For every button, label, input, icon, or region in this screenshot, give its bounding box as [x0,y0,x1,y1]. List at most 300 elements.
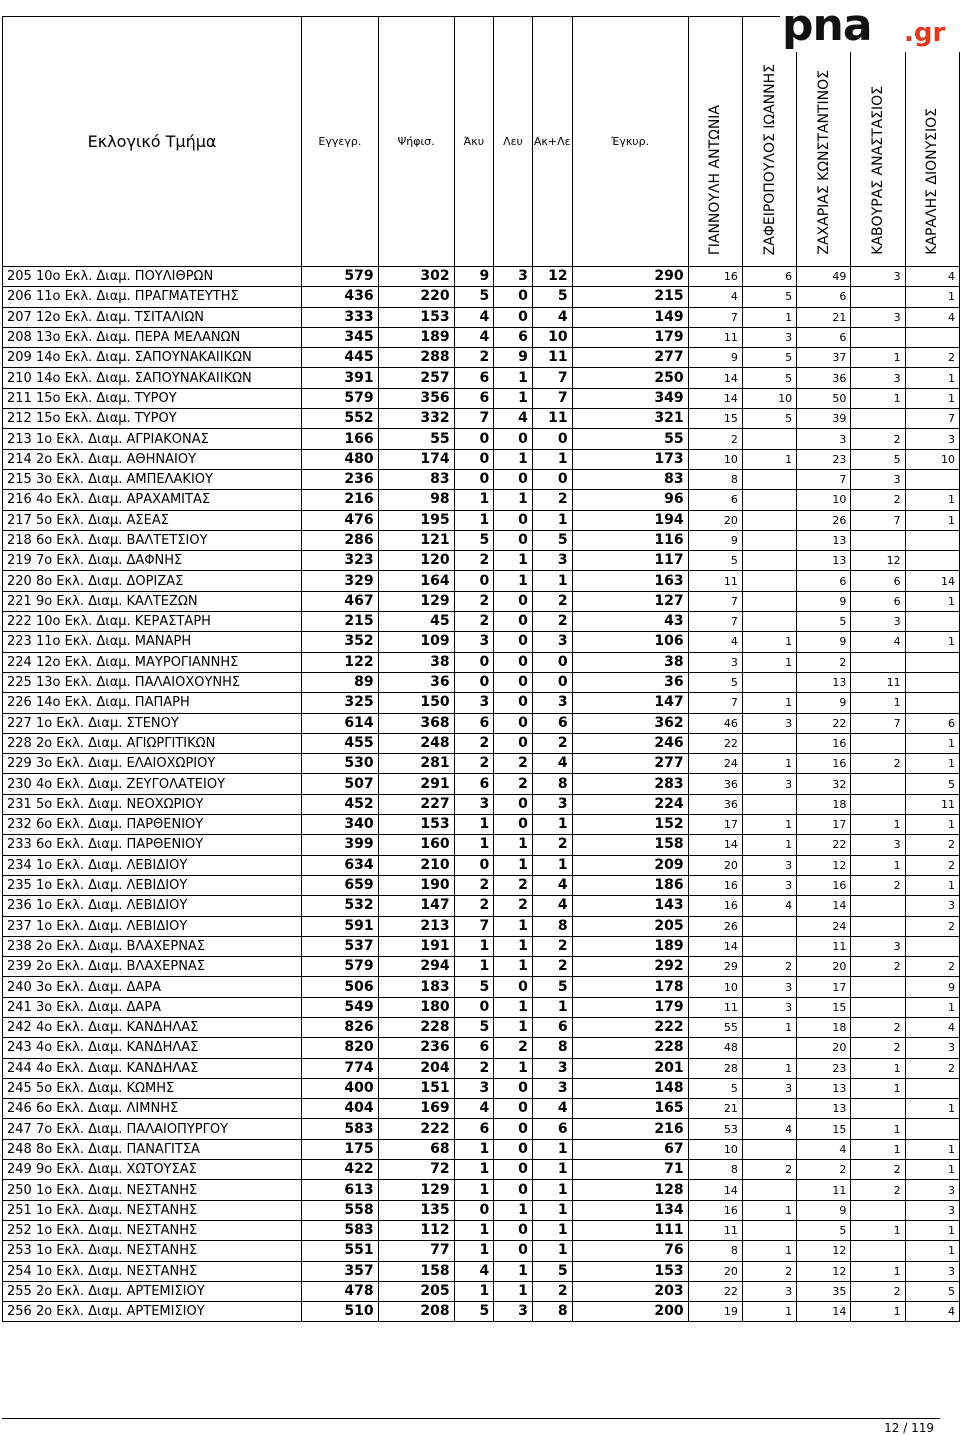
stat-cell: 0 [494,1160,533,1180]
header-candidate-5 [905,17,959,267]
candidate-votes-cell: 18 [797,1017,851,1037]
stat-cell: 583 [302,1220,378,1240]
candidate-votes-cell: 1 [905,815,959,835]
table-row [3,815,960,835]
stat-cell: 1 [494,997,533,1017]
stat-cell: 1 [494,551,533,571]
candidate-votes-cell: 3 [742,997,796,1017]
candidate-votes-cell [851,327,905,347]
table-row [3,469,960,489]
stat-cell: 0 [454,672,494,692]
candidate-votes-cell: 24 [797,916,851,936]
stat-cell: 153 [378,307,454,327]
candidate-votes-cell: 53 [688,1119,742,1139]
stat-cell: 0 [454,449,494,469]
candidate-votes-cell [851,916,905,936]
stat-cell: 0 [532,672,572,692]
header-blank: Λευ [494,17,533,267]
candidate-votes-cell: 1 [905,591,959,611]
stat-cell: 175 [302,1139,378,1159]
candidate-votes-cell [851,652,905,672]
stat-cell: 2 [532,957,572,977]
candidate-votes-cell: 4 [905,307,959,327]
candidate-votes-cell [742,571,796,591]
stat-cell: 12 [532,267,572,287]
stat-cell: 55 [572,429,688,449]
candidate-votes-cell: 7 [905,409,959,429]
stat-cell: 67 [572,1139,688,1159]
precinct-name-cell: 247 7ο Εκλ. Διαμ. ΠΑΛΑΙΟΠΥΡΓΟΥ [3,1119,302,1139]
candidate-votes-cell: 7 [688,612,742,632]
candidate-votes-cell: 3 [851,936,905,956]
candidate-votes-cell [905,469,959,489]
candidate-votes-cell [742,469,796,489]
stat-cell: 189 [378,327,454,347]
candidate-votes-cell: 13 [797,530,851,550]
candidate-votes-cell: 3 [905,1180,959,1200]
stat-cell: 2 [454,733,494,753]
stat-cell: 583 [302,1119,378,1139]
candidate-votes-cell: 3 [742,855,796,875]
candidate-votes-cell: 1 [851,1220,905,1240]
stat-cell: 147 [378,896,454,916]
stat-cell: 8 [532,916,572,936]
stat-cell: 1 [494,1261,533,1281]
header-candidate-4 [851,17,905,267]
candidate-votes-cell: 3 [742,774,796,794]
stat-cell: 3 [454,794,494,814]
stat-cell: 36 [572,672,688,692]
stat-cell: 11 [532,409,572,429]
stat-cell: 2 [532,591,572,611]
candidate-votes-cell: 9 [688,348,742,368]
stat-cell: 5 [454,977,494,997]
candidate-votes-cell: 1 [905,632,959,652]
precinct-name-cell: 227 1ο Εκλ. Διαμ. ΣΤΕΝΟΥ [3,713,302,733]
stat-cell: 467 [302,591,378,611]
stat-cell: 150 [378,693,454,713]
stat-cell: 45 [378,612,454,632]
stat-cell: 3 [454,632,494,652]
stat-cell: 7 [532,388,572,408]
stat-cell: 236 [378,1038,454,1058]
stat-cell: 36 [378,672,454,692]
table-row [3,1261,960,1281]
candidate-votes-cell: 2 [905,855,959,875]
candidate-votes-cell: 11 [797,1180,851,1200]
table-row [3,1099,960,1119]
stat-cell: 1 [454,1160,494,1180]
candidate-votes-cell: 46 [688,713,742,733]
candidate-votes-cell: 3 [742,327,796,347]
candidate-votes-cell: 14 [797,1302,851,1322]
candidate-votes-cell: 20 [688,510,742,530]
precinct-name-cell: 222 10ο Εκλ. Διαμ. ΚΕΡΑΣΤΑΡΗ [3,612,302,632]
candidate-votes-cell [742,551,796,571]
candidate-votes-cell: 16 [688,267,742,287]
stat-cell: 2 [494,754,533,774]
table-row [3,1017,960,1037]
stat-cell: 1 [494,388,533,408]
stat-cell: 129 [378,591,454,611]
stat-cell: 160 [378,835,454,855]
candidate-votes-cell: 19 [688,1302,742,1322]
candidate-votes-cell: 1 [905,1139,959,1159]
table-row [3,855,960,875]
stat-cell: 0 [494,815,533,835]
candidate-votes-cell: 36 [688,774,742,794]
candidate-votes-cell: 21 [688,1099,742,1119]
stat-cell: 0 [454,429,494,449]
candidate-votes-cell: 8 [688,469,742,489]
stat-cell: 404 [302,1099,378,1119]
stat-cell: 0 [494,429,533,449]
stat-cell: 0 [494,1220,533,1240]
stat-cell: 436 [302,287,378,307]
stat-cell: 1 [532,815,572,835]
candidate-votes-cell: 37 [797,348,851,368]
candidate-votes-cell [905,551,959,571]
candidate-votes-cell: 22 [688,1281,742,1301]
stat-cell: 2 [532,936,572,956]
candidate-votes-cell: 3 [905,1261,959,1281]
precinct-name-cell: 223 11ο Εκλ. Διαμ. ΜΑΝΑΡΗ [3,632,302,652]
footer-divider [2,1418,940,1419]
table-row [3,429,960,449]
stat-cell: 117 [572,551,688,571]
table-row [3,1058,960,1078]
candidate-votes-cell: 7 [851,510,905,530]
candidate-votes-cell [851,530,905,550]
stat-cell: 476 [302,510,378,530]
precinct-name-cell: 212 15ο Εκλ. Διαμ. ΤΥΡΟΥ [3,409,302,429]
candidate-votes-cell: 26 [688,916,742,936]
precinct-name-cell: 242 4ο Εκλ. Διαμ. ΚΑΝΔΗΛΑΣ [3,1017,302,1037]
candidate-votes-cell: 1 [851,855,905,875]
candidate-votes-cell: 6 [797,571,851,591]
candidate-votes-cell [851,733,905,753]
stat-cell: 76 [572,1241,688,1261]
stat-cell: 1 [494,1200,533,1220]
candidate-votes-cell: 1 [905,997,959,1017]
stat-cell: 5 [454,287,494,307]
candidate-votes-cell: 2 [688,429,742,449]
stat-cell: 399 [302,835,378,855]
stat-cell: 281 [378,754,454,774]
candidate-votes-cell: 22 [797,713,851,733]
candidate-votes-cell: 3 [742,1281,796,1301]
candidate-votes-cell: 16 [688,896,742,916]
candidate-votes-cell: 36 [797,368,851,388]
stat-cell: 11 [532,348,572,368]
stat-cell: 1 [532,1139,572,1159]
candidate-votes-cell: 23 [797,449,851,469]
stat-cell: 1 [532,1200,572,1220]
precinct-name-cell: 209 14ο Εκλ. Διαμ. ΣΑΠΟΥΝΑΚΑΙΙΚΩΝ [3,348,302,368]
stat-cell: 0 [494,1099,533,1119]
candidate-votes-cell: 10 [688,1139,742,1159]
stat-cell: 340 [302,815,378,835]
stat-cell: 165 [572,1099,688,1119]
table-row [3,957,960,977]
candidate-votes-cell: 36 [688,794,742,814]
candidate-votes-cell: 9 [797,1200,851,1220]
stat-cell: 1 [494,1058,533,1078]
stat-cell: 0 [494,287,533,307]
candidate-votes-cell: 1 [851,1058,905,1078]
candidate-votes-cell: 13 [797,1099,851,1119]
logo-main-text: pna [782,0,872,51]
table-row [3,1038,960,1058]
stat-cell: 5 [454,1017,494,1037]
stat-cell: 224 [572,794,688,814]
stat-cell: 151 [378,1078,454,1098]
candidate-votes-cell: 2 [905,348,959,368]
stat-cell: 166 [302,429,378,449]
stat-cell: 5 [454,530,494,550]
precinct-name-cell: 231 5ο Εκλ. Διαμ. ΝΕΟΧΩΡΙΟΥ [3,794,302,814]
stat-cell: 205 [572,916,688,936]
candidate-votes-cell: 1 [742,1058,796,1078]
results-table [2,16,960,1322]
stat-cell: 0 [494,977,533,997]
candidate-votes-cell: 1 [742,835,796,855]
stat-cell: 189 [572,936,688,956]
header-candidate-1 [688,17,742,267]
stat-cell: 1 [494,449,533,469]
stat-cell: 329 [302,571,378,591]
stat-cell: 0 [494,733,533,753]
candidate-votes-cell: 2 [905,1058,959,1078]
precinct-name-cell: 206 11ο Εκλ. Διαμ. ΠΡΑΓΜΑΤΕΥΤΗΣ [3,287,302,307]
candidate-votes-cell [742,1099,796,1119]
stat-cell: 0 [494,652,533,672]
stat-cell: 0 [454,652,494,672]
candidate-votes-cell: 6 [688,490,742,510]
stat-cell: 1 [532,997,572,1017]
candidate-votes-cell [742,1220,796,1240]
stat-cell: 0 [454,1200,494,1220]
stat-cell: 158 [572,835,688,855]
stat-cell: 191 [378,936,454,956]
candidate-votes-cell: 23 [797,1058,851,1078]
stat-cell: 400 [302,1078,378,1098]
stat-cell: 134 [572,1200,688,1220]
candidate-votes-cell: 17 [688,815,742,835]
stat-cell: 1 [454,835,494,855]
candidate-votes-cell: 13 [797,672,851,692]
table-row [3,1160,960,1180]
candidate-votes-cell: 20 [797,1038,851,1058]
candidate-votes-cell: 3 [742,875,796,895]
stat-cell: 478 [302,1281,378,1301]
candidate-votes-cell: 24 [688,754,742,774]
stat-cell: 205 [378,1281,454,1301]
precinct-name-cell: 251 1ο Εκλ. Διαμ. ΝΕΣΤΑΝΗΣ [3,1200,302,1220]
stat-cell: 3 [532,794,572,814]
candidate-votes-cell: 3 [905,1200,959,1220]
precinct-name-cell: 249 9ο Εκλ. Διαμ. ΧΩΤΟΥΣΑΣ [3,1160,302,1180]
stat-cell: 552 [302,409,378,429]
candidate-votes-cell: 1 [905,1241,959,1261]
precinct-name-cell: 241 3ο Εκλ. Διαμ. ΔΑΡΑ [3,997,302,1017]
stat-cell: 6 [532,1119,572,1139]
stat-cell: 0 [532,652,572,672]
table-row [3,551,960,571]
candidate-votes-cell: 1 [742,652,796,672]
candidate-votes-cell: 1 [742,1017,796,1037]
stat-cell: 659 [302,875,378,895]
candidate-votes-cell: 2 [851,754,905,774]
table-row [3,652,960,672]
candidate-votes-cell: 6 [851,591,905,611]
candidate-votes-cell: 2 [905,916,959,936]
table-row [3,368,960,388]
candidate-votes-cell: 48 [688,1038,742,1058]
candidate-votes-cell: 14 [688,835,742,855]
precinct-name-cell: 205 10ο Εκλ. Διαμ. ΠΟΥΛΙΘΡΩΝ [3,267,302,287]
stat-cell: 135 [378,1200,454,1220]
candidate-votes-cell: 1 [742,449,796,469]
candidate-votes-cell: 11 [688,1220,742,1240]
candidate-votes-cell: 2 [851,490,905,510]
stat-cell: 2 [494,875,533,895]
candidate-votes-cell: 14 [797,896,851,916]
candidate-votes-cell: 1 [905,875,959,895]
stat-cell: 228 [378,1017,454,1037]
stat-cell: 1 [494,855,533,875]
candidate-votes-cell: 5 [797,612,851,632]
stat-cell: 1 [494,835,533,855]
candidate-votes-cell [742,429,796,449]
stat-cell: 147 [572,693,688,713]
candidate-votes-cell: 1 [742,1302,796,1322]
candidate-votes-cell: 3 [851,612,905,632]
stat-cell: 452 [302,794,378,814]
stat-cell: 83 [378,469,454,489]
candidate-votes-cell: 16 [797,754,851,774]
stat-cell: 510 [302,1302,378,1322]
candidate-votes-cell: 13 [797,551,851,571]
candidate-votes-cell: 11 [688,327,742,347]
stat-cell: 532 [302,896,378,916]
table-row [3,1078,960,1098]
stat-cell: 1 [494,490,533,510]
stat-cell: 0 [494,794,533,814]
candidate-votes-cell: 15 [797,997,851,1017]
header-candidate-2 [742,17,796,267]
stat-cell: 3 [494,267,533,287]
table-row [3,388,960,408]
candidate-votes-cell: 20 [688,1261,742,1281]
candidate-votes-cell: 6 [851,571,905,591]
stat-cell: 179 [572,327,688,347]
stat-cell: 2 [532,733,572,753]
candidate-votes-cell: 2 [851,875,905,895]
stat-cell: 0 [494,530,533,550]
stat-cell: 2 [494,896,533,916]
candidate-votes-cell: 1 [742,1241,796,1261]
stat-cell: 3 [532,1058,572,1078]
candidate-votes-cell: 17 [797,815,851,835]
stat-cell: 1 [494,916,533,936]
candidate-votes-cell: 12 [797,855,851,875]
candidate-votes-cell: 16 [797,733,851,753]
header-invalid-blank: Ακ+Λε [532,17,572,267]
pna-logo [780,0,960,52]
stat-cell: 163 [572,571,688,591]
table-row [3,1180,960,1200]
candidate-votes-cell: 9 [797,591,851,611]
candidate-votes-cell: 2 [742,957,796,977]
candidate-votes-cell: 12 [851,551,905,571]
candidate-votes-cell: 3 [742,1078,796,1098]
stat-cell: 1 [454,957,494,977]
candidate-votes-cell: 4 [742,1119,796,1139]
stat-cell: 7 [454,409,494,429]
table-row [3,1281,960,1301]
stat-cell: 774 [302,1058,378,1078]
stat-cell: 143 [572,896,688,916]
stat-cell: 614 [302,713,378,733]
stat-cell: 6 [454,774,494,794]
precinct-name-cell: 245 5ο Εκλ. Διαμ. ΚΩΜΗΣ [3,1078,302,1098]
stat-cell: 203 [572,1281,688,1301]
stat-cell: 537 [302,936,378,956]
precinct-name-cell: 253 1ο Εκλ. Διαμ. ΝΕΣΤΑΝΗΣ [3,1241,302,1261]
stat-cell: 6 [454,1038,494,1058]
candidate-votes-cell: 1 [742,307,796,327]
stat-cell: 209 [572,855,688,875]
stat-cell: 356 [378,388,454,408]
candidate-votes-cell: 6 [742,267,796,287]
stat-cell: 286 [302,530,378,550]
candidate-votes-cell: 1 [742,632,796,652]
stat-cell: 6 [494,327,533,347]
page-number: 12 / 119 [884,1421,934,1435]
stat-cell: 194 [572,510,688,530]
precinct-name-cell: 237 1ο Εκλ. Διαμ. ΛΕΒΙΔΙΟΥ [3,916,302,936]
stat-cell: 98 [378,490,454,510]
candidate-votes-cell: 10 [742,388,796,408]
stat-cell: 250 [572,368,688,388]
candidate-votes-cell: 9 [688,530,742,550]
candidate-votes-cell: 2 [851,1038,905,1058]
candidate-votes-cell: 35 [797,1281,851,1301]
candidate-votes-cell: 9 [797,693,851,713]
stat-cell: 1 [494,957,533,977]
candidate-votes-cell [905,672,959,692]
candidate-votes-cell: 39 [797,409,851,429]
stat-cell: 820 [302,1038,378,1058]
stat-cell: 579 [302,957,378,977]
table-row [3,774,960,794]
candidate-votes-cell: 8 [688,1241,742,1261]
candidate-votes-cell: 5 [905,774,959,794]
candidate-votes-cell: 12 [797,1261,851,1281]
stat-cell: 149 [572,307,688,327]
candidate-votes-cell [905,1078,959,1098]
table-row [3,1241,960,1261]
stat-cell: 89 [302,672,378,692]
candidate-votes-cell: 3 [851,307,905,327]
header-precinct: Εκλογικό Τμήμα [3,17,302,267]
stat-cell: 128 [572,1180,688,1200]
candidate-votes-cell [742,490,796,510]
stat-cell: 106 [572,632,688,652]
precinct-name-cell: 234 1ο Εκλ. Διαμ. ΛΕΒΙΔΙΟΥ [3,855,302,875]
table-row [3,1220,960,1240]
